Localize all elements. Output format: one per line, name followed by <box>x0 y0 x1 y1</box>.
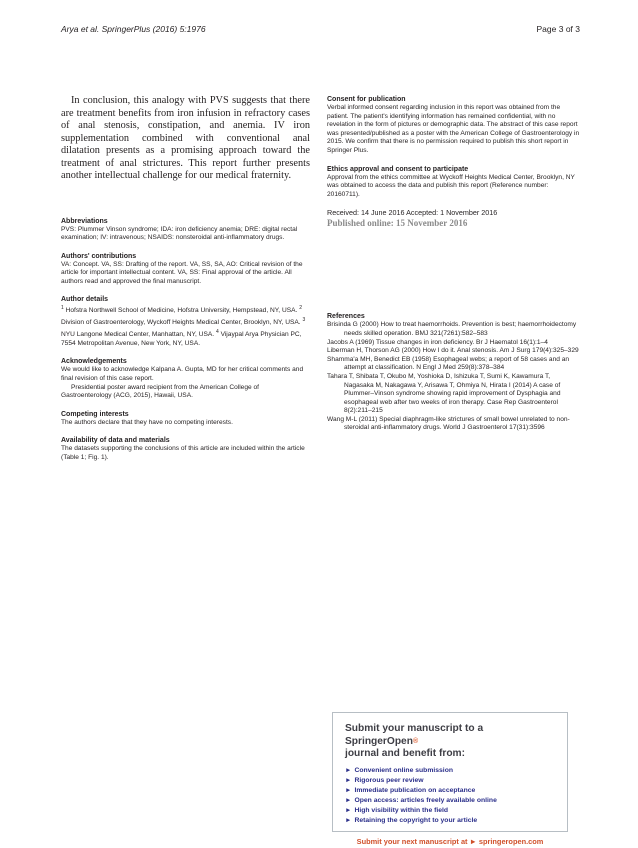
reference-item: Liberman H, Thorson AG (2000) How I do it. Anal stenosis. Am J Surg 179(4):325–329 <box>327 347 579 355</box>
promo-footer <box>345 837 555 847</box>
abbreviations-body: PVS: Plummer Vinson syndrome; IDA: iron deficiency anemia; DRE: digital rectal examination; IV: intravenous; NSAIDS: nonsteroidal anti-inflammatory drugs. <box>61 225 298 242</box>
reference-item: Brisinda G (2000) How to treat haemorrhoids. Prevention is best; haemorrhoidectomy needs skilled operation. BMJ 321(7261):582–583 <box>327 321 577 337</box>
promo-benefit <box>345 776 555 786</box>
triangle-bullet-icon: ► <box>345 816 352 824</box>
contributions-body: VA: Concept. VA, SS: Drafting of the report. VA, SS, SA, AO: Critical revision of the article for important intellectual content. VA, SS: Final approval of the article. All authors read and approved the final manuscript. <box>61 260 303 285</box>
author-details-heading: Author details <box>61 296 109 304</box>
conclusion-paragraph: In conclusion, this analogy with PVS suggests that there are treatment benefits from iron infusion in refractory cases of anal stenosis, constipation, and anemia. IV iron supplementation combined with conventional anal dilatation presents as a promising approach toward the treatment of anal strictures. This report further presents another intellectual challenge for our medical fraternity. <box>61 95 310 181</box>
page-number: Page 3 of 3 <box>536 24 580 34</box>
availability-section <box>61 436 310 462</box>
promo-benefit-text: Open access: articles freely available online <box>354 796 497 804</box>
triangle-bullet-icon: ► <box>345 776 352 784</box>
acknowledgements-award: Presidential poster award recipient from the American College of Gastroenterology (ACG, 2015), Hawaii, USA. <box>61 383 260 400</box>
author-details-body <box>61 304 310 348</box>
availability-heading: Availability of data and materials <box>61 437 170 445</box>
competing-interests-section <box>61 410 310 428</box>
received-accepted-dates: Received: 14 June 2016 Accepted: 1 November 2016 <box>327 208 498 218</box>
promo-benefit-text: Convenient online submission <box>354 766 454 774</box>
availability-body: The datasets supporting the conclusions of this article are included within the article (Table 1; Fig. 1). <box>61 445 305 461</box>
triangle-bullet-icon: ► <box>345 796 352 804</box>
acknowledgements-section <box>61 357 310 400</box>
affiliation-text: Hofstra Northwell School of Medicine, Hofstra University, Hempstead, NY, USA. <box>65 307 298 315</box>
springeropen-promo-box <box>332 712 568 846</box>
promo-title <box>345 723 555 761</box>
running-header-citation: Arya et al. SpringerPlus (2016) 5:1976 <box>61 24 206 34</box>
triangle-bullet-icon: ► <box>345 806 352 814</box>
reference-item: Wang M-L (2011) Special diaphragm-like strictures of small bowel unrelated to non-steroidal anti-inflammatory drugs. World J Gastroenterol 17(31):3596 <box>327 415 570 432</box>
ethics-section <box>327 165 581 200</box>
consent-section <box>327 95 581 156</box>
acknowledgements-heading: Acknowledgements <box>61 358 127 366</box>
triangle-bullet-icon: ► <box>345 766 352 774</box>
author-details-section <box>61 295 310 348</box>
promo-benefit-text: Immediate publication on acceptance <box>354 786 476 794</box>
triangle-bullet-icon: ► <box>345 786 352 794</box>
promo-title-line1: Submit your manuscript to a SpringerOpen <box>345 723 484 747</box>
promo-benefit-text: Retaining the copyright to your article <box>354 816 478 824</box>
springeropen-link[interactable]: springeropen.com <box>478 836 544 846</box>
promo-benefit-text: Rigorous peer review <box>354 776 424 784</box>
ethics-body: Approval from the ethics committee at Wyckoff Heights Medical Center, Brooklyn, NY was obtained to access the data and publish this report (Reference number: 20160711). <box>327 173 575 198</box>
consent-heading: Consent for publication <box>327 96 406 103</box>
promo-title-line2: journal and benefit from: <box>345 748 465 759</box>
promo-benefit <box>345 796 555 806</box>
contributions-heading: Authors' contributions <box>61 252 137 260</box>
reference-item: Tahara T, Shibata T, Okubo M, Yoshioka D, Ishizuka T, Sumi K, Kawamura T, Nagasaka M, Nakagawa Y, Arisawa T, Ohmiya N, Hirata I (2014) A case of Plummer–Vinson syndrome showing rapid improvement of Dysphagia and esophageal web after two weeks of iron therapy. Case Rep Gastroenterol 8(2):211–215 <box>327 372 561 415</box>
acknowledgements-body: We would like to acknowledge Kalpana A. Gupta, MD for her critical comments and final revision of this case report. <box>61 366 304 382</box>
promo-footer-prefix: Submit your next manuscript at <box>356 836 468 846</box>
contributions-section <box>61 252 310 287</box>
left-column <box>61 95 310 472</box>
published-date: Published online: 15 November 2016 <box>327 218 468 229</box>
promo-benefit <box>345 786 555 796</box>
affiliation-marker: 4 <box>215 329 219 336</box>
promo-benefit-text: High visibility within the field <box>354 806 449 814</box>
promo-benefit <box>345 806 555 816</box>
abbreviations-section <box>61 217 310 243</box>
affiliation-marker: 1 <box>61 305 64 312</box>
references-heading: References <box>327 313 365 321</box>
registered-mark: ® <box>412 737 419 745</box>
affiliation-text: Division of Gastroenterology, Wyckoff Heights Medical Center, Brooklyn, NY, USA. <box>61 319 301 327</box>
competing-interests-body: The authors declare that they have no competing interests. <box>61 418 233 426</box>
affiliation-text: NYU Langone Medical Center, Manhattan, NY, USA. <box>61 331 215 339</box>
ethics-heading: Ethics approval and consent to participate <box>327 165 469 173</box>
affiliation-text: Vijaypal Arya Physician PC, 7554 Metropolitan Avenue, New York, NY, USA. <box>61 331 302 347</box>
triangle-arrow-icon: ► <box>469 836 477 846</box>
promo-divider <box>345 831 555 832</box>
reference-item: Jacobs A (1969) Tissue changes in iron deficiency. Br J Haematol 16(1):1–4 <box>327 338 548 346</box>
right-column <box>327 95 581 433</box>
affiliation-marker: 3 <box>302 317 306 324</box>
abbreviations-heading: Abbreviations <box>61 217 108 225</box>
reference-item: Shamma'a MH, Benedict EB (1958) Esophageal webs; a report of 58 cases and an attempt at classification. N Engl J Med 259(8):378–384 <box>327 355 570 372</box>
references-section <box>327 312 581 433</box>
promo-benefit <box>345 766 555 776</box>
competing-interests-heading: Competing interests <box>61 410 129 418</box>
affiliation-marker: 2 <box>299 305 302 312</box>
promo-benefit <box>345 816 555 826</box>
consent-body: Verbal informed consent regarding inclusion in this report was obtained from the patient. The patient's identifying information has remained confidential, with no revelation in the form of pictures or demographic data. The abstract of this case report was presented/published as a poster with the American College of Gastroenterology in 2015. We confirm that there is no permission required to publish this short report in Springer Plus. <box>327 104 580 154</box>
